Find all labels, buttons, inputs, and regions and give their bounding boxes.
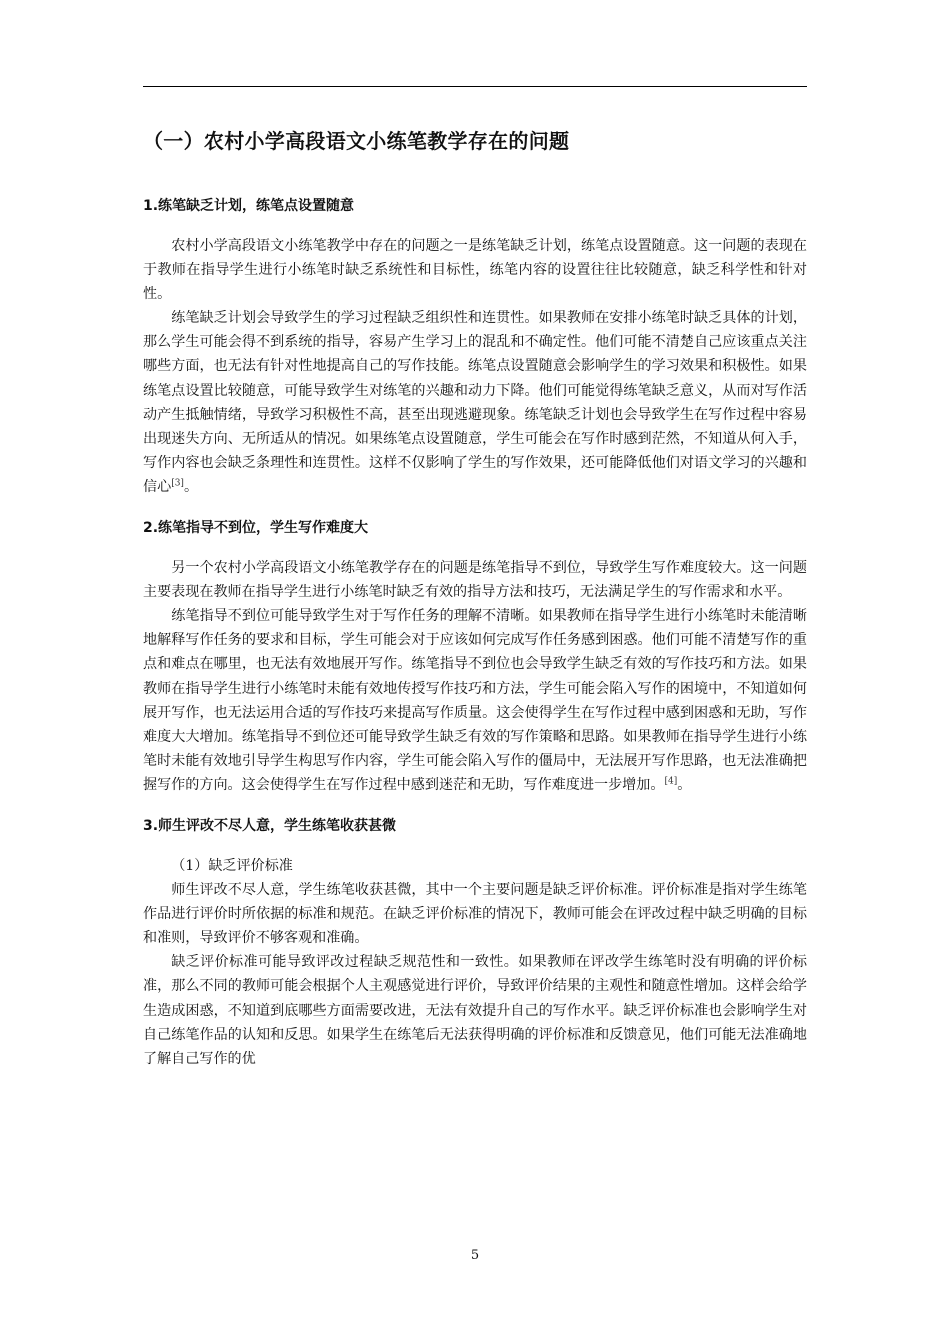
- citation-ref: [4]: [664, 776, 678, 787]
- paragraph: 农村小学高段语文小练笔教学中存在的问题之一是练笔缺乏计划，练笔点设置随意。这一问题的表现在于教师在指导学生进行小练笔时缺乏系统性和目标性，练笔内容的设置往往比较随意，缺乏科学性和针对性。: [143, 238, 807, 303]
- page-content: [143, 126, 807, 1071]
- page-number: 5: [470, 1248, 480, 1263]
- header-rule: [143, 86, 807, 87]
- paragraph: 练笔指导不到位可能导致学生对于写作任务的理解不清晰。如果教师在指导学生进行小练笔时未能清晰地解释写作任务的要求和目标，学生可能会对于应该如何完成写作任务感到困惑。他们可能不清楚写作的重点和难点在哪里，也无法有效地展开写作。练笔指导不到位也会导致学生缺乏有效的写作技巧和方法。如果教师在指导学生进行小练笔时未能有效地传授写作技巧和方法，学生可能会陷入写作的困境中，不知道如何展开写作，也无法运用合适的写作技巧来提高写作质量。这会使得学生在写作过程中感到困惑和无助，写作难度大大增加。练笔指导不到位还可能导致学生缺乏有效的写作策略和思路。如果教师在指导学生进行小练笔时未能有效地引导学生构思写作内容，学生可能会陷入写作的僵局中，无法展开写作思路，也无法准确把握写作的方向。这会使得学生在写作过程中感到迷茫和无助，写作难度进一步增加。[4]。: [143, 608, 807, 793]
- subsection-heading-1: 1.练笔缺乏计划，练笔点设置随意: [143, 198, 355, 214]
- paragraph: 另一个农村小学高段语文小练笔教学存在的问题是练笔指导不到位，导致学生写作难度较大。这一问题主要表现在教师在指导学生进行小练笔时缺乏有效的指导方法和技巧，无法满足学生的写作需求和水平。: [143, 560, 807, 601]
- citation-ref: [3]: [171, 478, 184, 489]
- paragraph: 师生评改不尽人意，学生练笔收获甚微，其中一个主要问题是缺乏评价标准。评价标准是指对学生练笔作品进行评价时所依据的标准和规范。在缺乏评价标准的情况下，教师可能会在评改过程中缺乏明确的目标和准则，导致评价不够客观和准确。: [143, 882, 807, 947]
- item-label: （1）缺乏评价标准: [171, 857, 293, 874]
- subsection-heading-2: 2.练笔指导不到位，学生写作难度大: [143, 520, 369, 537]
- section-title: （一）农村小学高段语文小练笔教学存在的问题: [143, 129, 570, 153]
- subsection-heading-3: 3.师生评改不尽人意，学生练笔收获甚微: [143, 817, 397, 834]
- paragraph: 练笔缺乏计划会导致学生的学习过程缺乏组织性和连贯性。如果教师在安排小练笔时缺乏具体的计划，那么学生可能会得不到系统的指导，容易产生学习上的混乱和不确定性。他们可能不清楚自己应该重点关注哪些方面，也无法有针对性地提高自己的写作技能。练笔点设置随意会影响学生的学习效果和积极性。如果练笔点设置比较随意，可能导致学生对练笔的兴趣和动力下降。他们可能觉得练笔缺乏意义，从而对写作活动产生抵触情绪，导致学习积极性不高，甚至出现逃避现象。练笔缺乏计划也会导致学生在写作过程中容易出现迷失方向、无所适从的情况。如果练笔点设置随意，学生可能会在写作时感到茫然，不知道从何入手，写作内容也会缺乏条理性和连贯性。这样不仅影响了学生的写作效果，还可能降低他们对语文学习的兴趣和信心[3]。: [143, 310, 807, 495]
- paragraph: 缺乏评价标准可能导致评改过程缺乏规范性和一致性。如果教师在评改学生练笔时没有明确的评价标准，那么不同的教师可能会根据个人主观感觉进行评价，导致评价结果的主观性和随意性增加。这样会给学生造成困惑，不知道到底哪些方面需要改进，无法有效提升自己的写作水平。缺乏评价标准也会影响学生对自己练笔作品的认知和反思。如果学生在练笔后无法获得明确的评价标准和反馈意见，他们可能无法准确地了解自己写作的优: [143, 954, 807, 1067]
